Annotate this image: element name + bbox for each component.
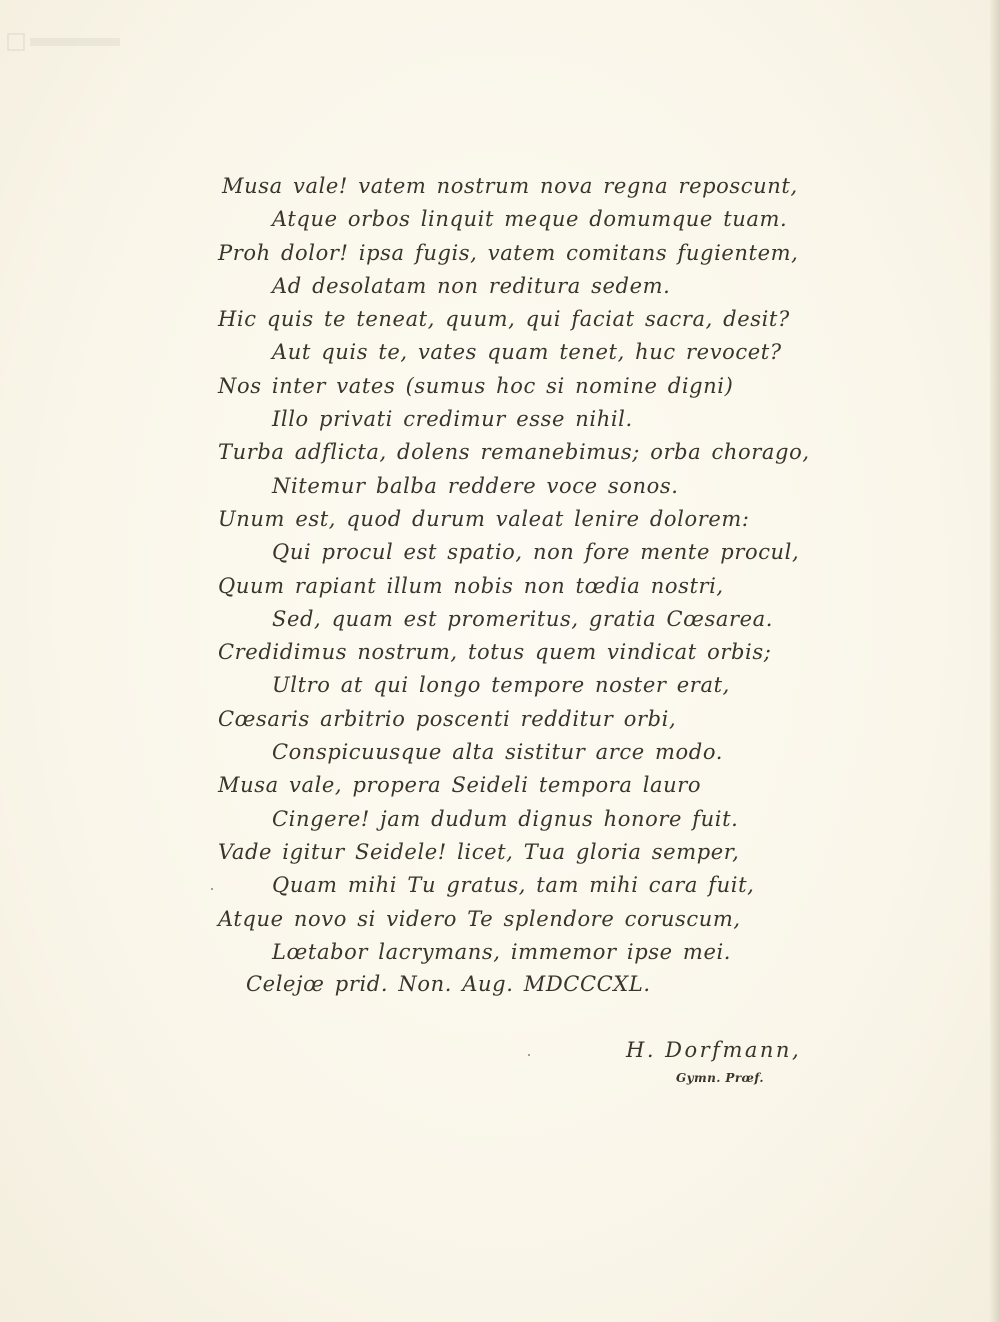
- poem-line: Sed, quam est promeritus, gratia Cœsarea.: [272, 606, 774, 631]
- dateline: Celejœ prid. Non. Aug. MDCCCXL.: [246, 972, 651, 996]
- poem-line: Musa vale, propera Seideli tempora lauro: [218, 773, 702, 798]
- poem-line: Quam mihi Tu gratus, tam mihi cara fuit,: [272, 873, 755, 898]
- poem-line: Cœsaris arbitrio poscenti redditur orbi,: [218, 706, 677, 731]
- poem-line: Atque orbos linquit meque domumque tuam.: [272, 207, 788, 232]
- poem-line: Nos inter vates (sumus hoc si nomine digni): [218, 373, 734, 398]
- signature-title: Gymn. Prœf.: [676, 1071, 764, 1085]
- poem-line: Lœtabor lacrymans, immemor ipse mei.: [272, 939, 732, 964]
- poem-line: Qui procul est spatio, non fore mente procul,: [272, 540, 800, 565]
- poem-line: Hic quis te teneat, quum, qui faciat sacra, desit?: [218, 307, 790, 332]
- poem-line: Conspicuusque alta sistitur arce modo.: [272, 740, 723, 765]
- poem-line: Credidimus nostrum, totus quem vindicat orbis;: [218, 640, 772, 665]
- poem-line: Unum est, quod durum valeat lenire dolorem:: [218, 506, 750, 531]
- poem-line: Nitemur balba reddere voce sonos.: [272, 473, 679, 498]
- poem-line: Ad desolatam non reditura sedem.: [272, 273, 671, 298]
- signature-name: H. Dorfmann,: [626, 1038, 802, 1062]
- poem-line: Illo privati credimur esse nihil.: [272, 407, 633, 432]
- poem-line: Musa vale! vatem nostrum nova regna reposcunt,: [222, 174, 798, 198]
- poem-line: Quum rapiant illum nobis non tœdia nostri,: [218, 573, 724, 598]
- poem-line: Ultro at qui longo tempore noster erat,: [272, 673, 730, 698]
- paper-speck: [211, 888, 213, 890]
- library-watermark-logo: [6, 30, 126, 54]
- poem-line: Aut quis te, vates quam tenet, huc revocet?: [272, 340, 782, 365]
- poem-line: Cingere! jam dudum dignus honore fuit.: [272, 806, 739, 831]
- paper-speck: [528, 1054, 530, 1056]
- poem-line: Proh dolor! ipsa fugis, vatem comitans fugientem,: [218, 240, 799, 265]
- poem-line: Vade igitur Seidele! licet, Tua gloria semper,: [218, 839, 740, 864]
- poem-line: Atque novo si videro Te splendore coruscum,: [218, 906, 741, 931]
- poem-line: Turba adflicta, dolens remanebimus; orba chorago,: [218, 440, 810, 465]
- poem: [218, 170, 858, 969]
- page-edge-shadow: [990, 0, 1000, 1322]
